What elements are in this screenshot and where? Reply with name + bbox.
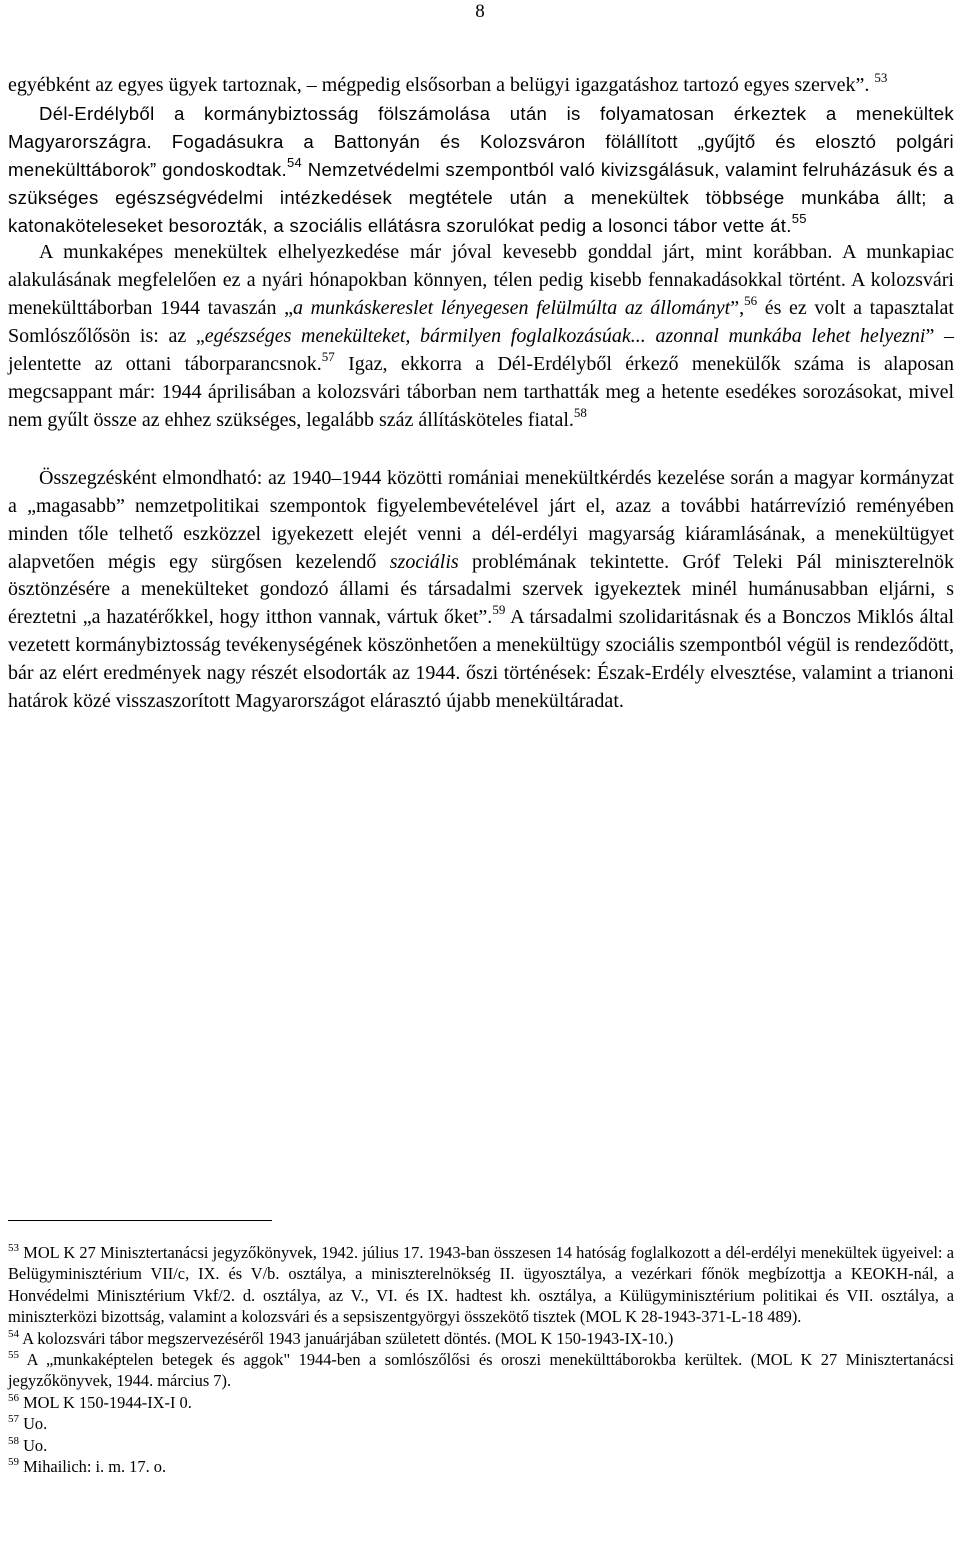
footnote-text: Mihailich: i. m. 17. o. xyxy=(19,1457,167,1477)
paragraph-3 xyxy=(8,239,954,434)
footnote-number: 56 xyxy=(8,1391,19,1404)
footnote-text: MOL K 150-1944-IX-I 0. xyxy=(19,1392,192,1412)
footnote-ref-57[interactable]: 57 xyxy=(321,349,335,365)
paragraph-text: Nemzetvédelmi szempontból való kivizsgálásuk, valamint felruházásuk és a szükséges egészségvédelmi intézkedések megtétele után a menekültek többsége munkába állt; a katonaköteleseket besorozták, a szociális ellátásra szorulókat pedig a losonci tábor vette át. xyxy=(8,158,954,236)
paragraph-text: Összegzésként elmondható: az 1940–1944 közötti romániai menekültkérdés kezelése során a magyar kormányzat a „magasabb” nemzetpolitikai szempontok figyelembevételével járt el, azaz a további határrevízió reményében minden tőle telhető eszközzel igyekezett elejét venni a dél-erdélyi magyarság kiáramlásának, a menekültügyet alapvetően mégis egy sürgősen kezelendő xyxy=(8,466,954,573)
paragraph-text: Igaz, ekkorra a Dél-Erdélyből érkező menekülők száma is alaposan megcsappant már: 1944 áprilisában a kolozsvári táborban nem tarthatták meg a hetente esedékes sorozásokat, mivel nem gyűlt össze az ehhez szükséges, legalább száz állításköteles fiatal. xyxy=(8,353,954,431)
footnote-ref-55[interactable]: 55 xyxy=(791,210,807,226)
footnote-number: 58 xyxy=(8,1434,19,1447)
footnote-ref-58[interactable]: 58 xyxy=(573,404,587,420)
paragraph-text: ” – jelentette az ottani táborparancsnok. xyxy=(8,325,954,376)
paragraph-text: problémának tekintette. Gróf Teleki Pál miniszterelnök ösztönzésére a menekülteket gondozó állami és társadalmi szervek igyekeztek minél humánusabban eljárni, s éreztetni „a hazatérőkkel, hogy itthon vannak, vártuk őket”. xyxy=(8,550,955,629)
footnote-58 xyxy=(8,1435,954,1456)
footnote-56 xyxy=(8,1392,954,1413)
footnote-number: 59 xyxy=(8,1456,19,1469)
footnote-text: A „munkaképtelen betegek és aggok" 1944-ben a somlószőlősi és oroszi menekülttáborokba kerültek. (MOL K 27 Minisztertanácsi jegyzőkönyvek, 1944. március 7). xyxy=(8,1350,954,1391)
paragraph-text: és ez volt a tapasztalat Somlószőlősön is: az „ xyxy=(8,297,954,348)
emphasis-italic: szociális xyxy=(389,550,459,573)
footnote-59 xyxy=(8,1456,954,1477)
paragraph-1 xyxy=(8,72,954,100)
footnote-text: A kolozsvári tábor megszervezéséről 1943 januárjában született döntés. (MOL K 150-1943-IX-10.) xyxy=(19,1328,674,1348)
page-number: 8 xyxy=(475,1,485,22)
footnote-57 xyxy=(8,1413,954,1434)
paragraph-4 xyxy=(8,465,954,716)
footnotes xyxy=(8,1242,954,1477)
footnote-text: Uo. xyxy=(19,1414,48,1434)
footnote-54 xyxy=(8,1328,954,1349)
footnote-number: 53 xyxy=(8,1242,19,1254)
footnote-53 xyxy=(8,1242,954,1328)
footnote-ref-56[interactable]: 56 xyxy=(744,293,758,309)
footnote-number: 55 xyxy=(8,1349,19,1362)
footnote-number: 54 xyxy=(8,1327,19,1340)
footnote-text: Uo. xyxy=(19,1435,48,1455)
quote-italic: egészséges menekülteket, bármilyen foglalkozásúak... azonnal munkába lehet helyezni xyxy=(204,325,926,348)
paragraph-text: Dél-Erdélyből a kormánybiztosság fölszámolása után is folyamatosan érkeztek a menekültek Magyarországra. Fogadásukra a Battonyán és Kolozsváron fölállított „gyűjtő és elosztó polgári menekülttáborok” gondoskodtak. xyxy=(8,102,954,180)
paragraph-text: A munkaképes menekültek elhelyezkedése már jóval kevesebb gonddal járt, mint korábban. A munkapiac alakulásának megfelelően ez a nyári hónapokban könnyen, télen pedig kisebb fennakadásokkal történt. A kolozsvári menekülttáborban 1944 tavaszán „ xyxy=(8,241,954,320)
main-text xyxy=(8,72,954,716)
footnote-text: MOL K 27 Minisztertanácsi jegyzőkönyvek, 1942. július 17. 1943-ban összesen 14 hatóság foglalkozott a dél-erdélyi menekültek ügyeivel: a Belügyminisztérium VII/c, IX. és V/b. osztálya, a miniszterelnökség II. ügyosztálya, a vezérkari főnök megbízottja a KEOKH-nál, a Honvédelmi Minisztérium Vkf/2. d. osztálya, az V., VI. és IX. hadtest kh. osztálya, a Külügyminisztérium politikai és VII. osztálya, a miniszterközi bizottság, valamint a kolozsvári és a sepsiszentgyörgyi összekötő tisztek (MOL K 28-1943-371-L-18 489). xyxy=(8,1243,954,1327)
paragraph-text: ”, xyxy=(730,297,745,320)
paragraph-2 xyxy=(8,100,954,240)
paragraph-text: egyébként az egyes ügyek tartoznak, – mégpedig elsősorban a belügyi igazgatáshoz tartozó egyes szervek”. xyxy=(8,74,870,96)
quote-italic: a munkáskereslet lényegesen felülmúlta az állományt xyxy=(292,297,731,320)
footnote-divider xyxy=(8,1220,272,1221)
footnote-ref-54[interactable]: 54 xyxy=(286,154,303,170)
footnote-number: 57 xyxy=(8,1413,19,1426)
footnote-ref-53[interactable]: 53 xyxy=(874,70,888,85)
footnote-55 xyxy=(8,1349,954,1392)
paragraph-text: A társadalmi szolidaritásnak és a Bonczos Miklós által vezetett kormánybiztosság tevékenységének köszönhetően a menekültügy szociális szempontból végül is rendeződött, bár az elért eredmények nagy részét elsodorták az 1944. őszi történések: Észak-Erdély elvesztése, valamint a trianoni határok közé visszaszorított Magyarországot elárasztó újabb menekültáradat. xyxy=(8,606,955,713)
footnote-ref-59[interactable]: 59 xyxy=(492,602,506,618)
